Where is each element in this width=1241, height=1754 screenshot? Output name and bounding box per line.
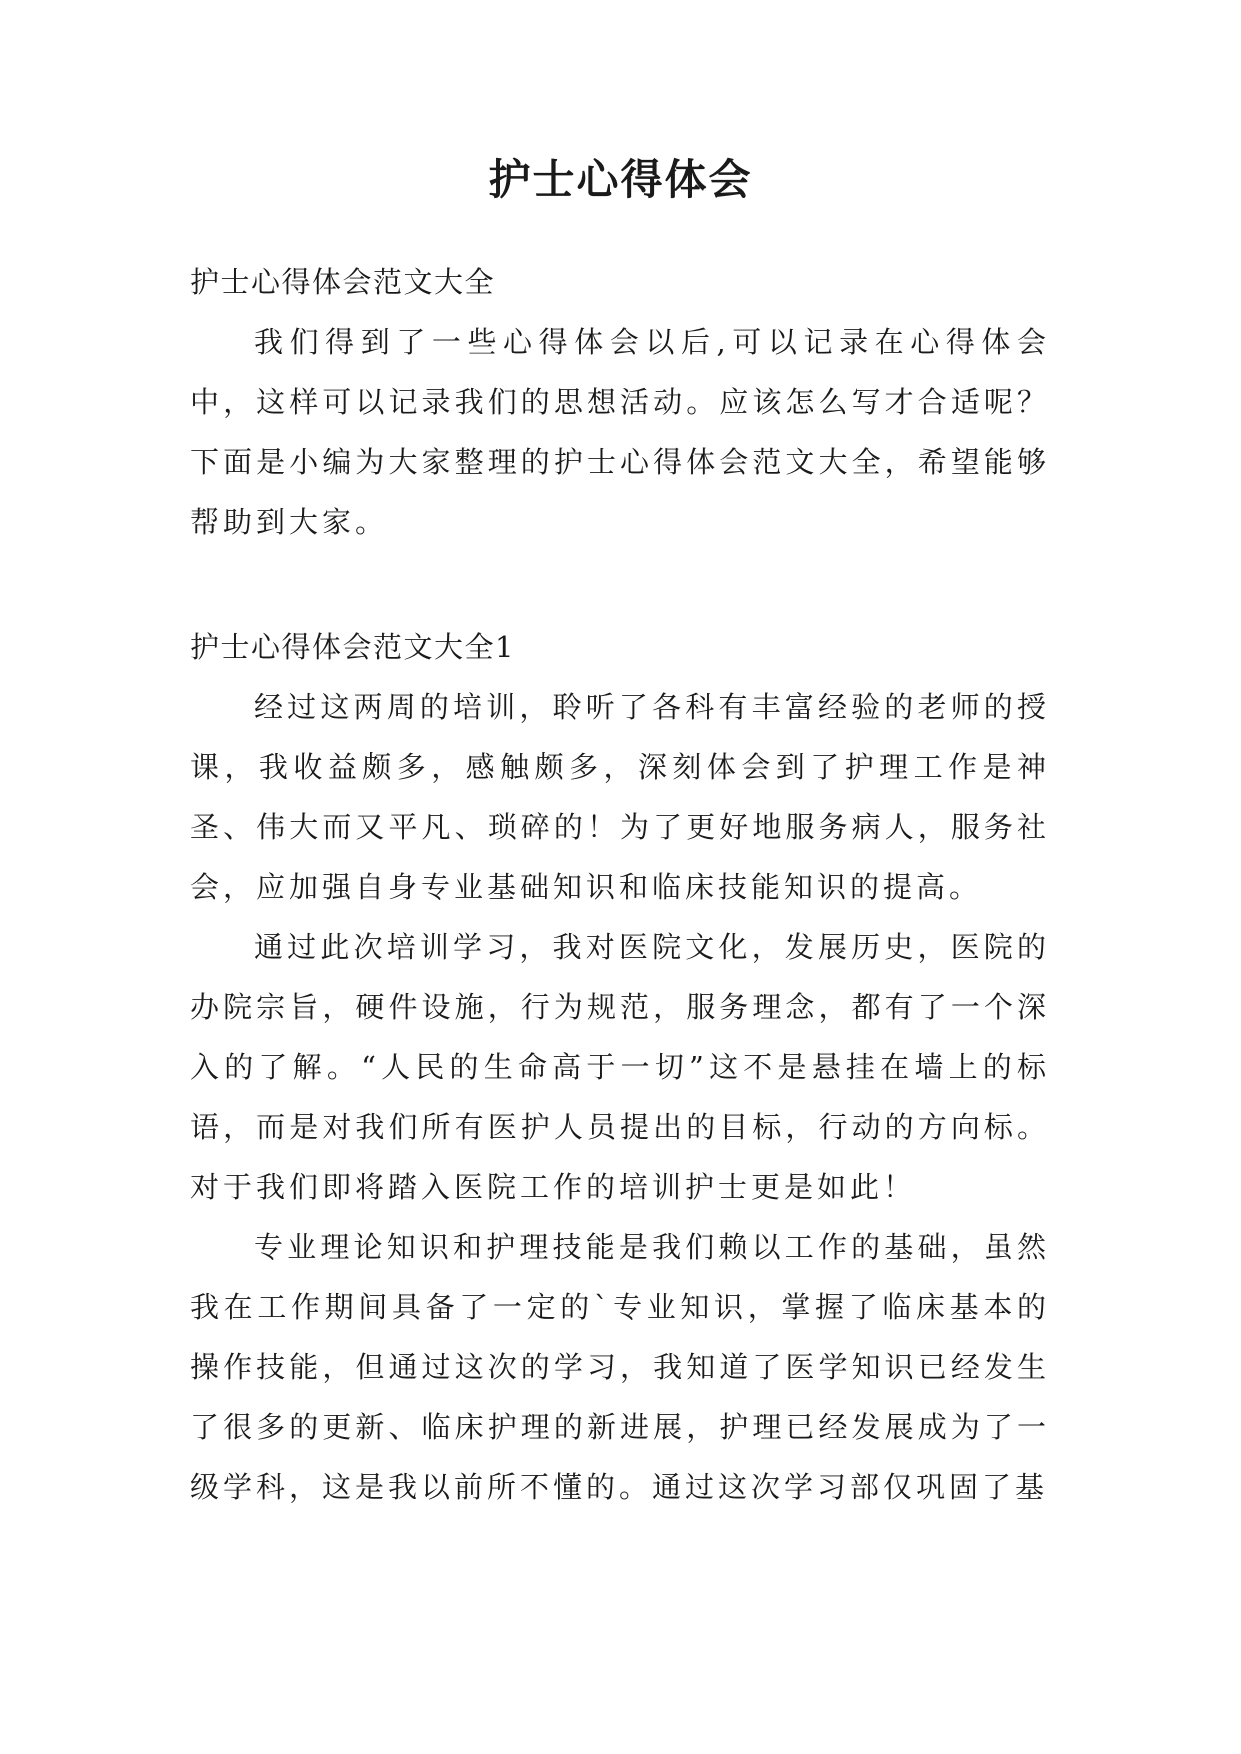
intro-paragraph: 我们得到了一些心得体会以后,可以记录在心得体会中，这样可以记录我们的思想活动。应该怎么写才合适呢？下面是小编为大家整理的护士心得体会范文大全，希望能够帮助到大家。 <box>190 325 1050 539</box>
document-title: 护士心得体会 <box>488 155 753 204</box>
section-1-heading: 护士心得体会范文大全1 <box>190 630 515 664</box>
section-1 <box>190 617 1050 1517</box>
section-1-paragraph: 通过此次培训学习，我对医院文化，发展历史，医院的办院宗旨，硬件设施，行为规范，服务理念，都有了一个深入的了解。“人民的生命高于一切”这不是悬挂在墙上的标语，而是对我们所有医护人员提出的目标，行动的方向标。对于我们即将踏入医院工作的培训护士更是如此！ <box>190 930 1050 1204</box>
intro-heading: 护士心得体会范文大全 <box>190 265 496 299</box>
section-1-paragraph: 经过这两周的培训，聆听了各科有丰富经验的老师的授课，我收益颇多，感触颇多，深刻体会到了护理工作是神圣、伟大而又平凡、琐碎的！为了更好地服务病人，服务社会，应加强自身专业基础知识和临床技能知识的提高。 <box>190 690 1050 904</box>
intro-section <box>190 252 1050 552</box>
section-1-paragraph: 专业理论知识和护理技能是我们赖以工作的基础，虽然我在工作期间具备了一定的`专业知识，掌握了临床基本的操作技能，但通过这次的学习，我知道了医学知识已经发生了很多的更新、临床护理的新进展，护理已经发展成为了一级学科，这是我以前所不懂的。通过这次学习部仅巩固了基 <box>190 1230 1050 1504</box>
